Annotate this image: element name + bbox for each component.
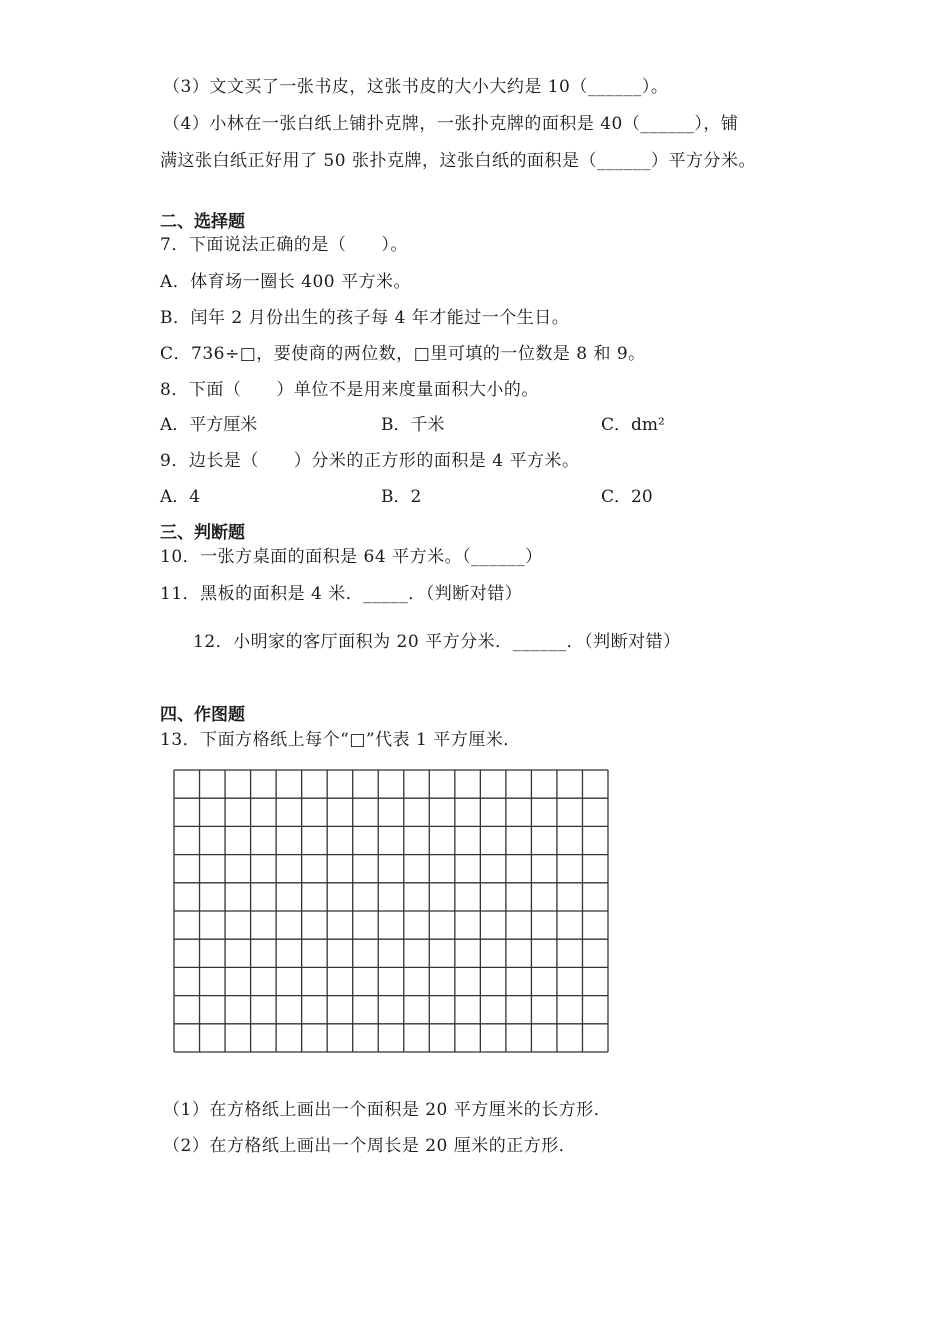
fill-in-q4-line1: （4）小林在一张白纸上铺扑克牌，一张扑克牌的面积是 40（______），铺 [163, 114, 739, 134]
q7-option-a: A．体育场一圈长 400 平方米。 [160, 272, 412, 292]
q8-option-a: A．平方厘米 [160, 415, 258, 435]
q7-stem: 7．下面说法正确的是（ ）。 [160, 235, 408, 255]
q9-option-b: B．2 [381, 487, 422, 507]
section-3-title: 三、判断题 [160, 523, 245, 543]
section-4-title: 四、作图题 [160, 705, 245, 725]
q7-option-b: B．闰年 2 月份出生的孩子每 4 年才能过一个生日。 [160, 308, 570, 328]
section-2-title: 二、选择题 [160, 212, 245, 232]
fill-in-q3: （3）文文买了一张书皮，这张书皮的大小大约是 10（______）。 [163, 77, 669, 97]
q8-option-b: B．千米 [381, 415, 445, 435]
q12-statement: 12．小明家的客厅面积为 20 平方分米．______．（判断对错） [193, 632, 681, 652]
q8-stem: 8．下面（ ）单位不是用来度量面积大小的。 [160, 380, 539, 400]
fill-in-q4-line2: 满这张白纸正好用了 50 张扑克牌，这张白纸的面积是（______）平方分米。 [160, 151, 756, 171]
q13-sub2: （2）在方格纸上画出一个周长是 20 厘米的正方形． [163, 1136, 577, 1156]
q9-option-c: C．20 [601, 487, 653, 507]
square-grid-paper[interactable] [173, 769, 609, 1053]
q7-option-c: C．736÷□，要使商的两位数，□里可填的一位数是 8 和 9。 [160, 344, 646, 364]
q13-sub1: （1）在方格纸上画出一个面积是 20 平方厘米的长方形． [163, 1100, 612, 1120]
q8-option-c: C．dm² [601, 415, 665, 435]
q13-stem: 13．下面方格纸上每个“□”代表 1 平方厘米． [160, 730, 521, 750]
q9-stem: 9．边长是（ ）分米的正方形的面积是 4 平方米。 [160, 451, 580, 471]
q11-statement: 11．黑板的面积是 4 米．_____．（判断对错） [160, 584, 523, 604]
q9-option-a: A．4 [160, 487, 201, 507]
q10-statement: 10．一张方桌面的面积是 64 平方米。（______） [160, 547, 543, 567]
